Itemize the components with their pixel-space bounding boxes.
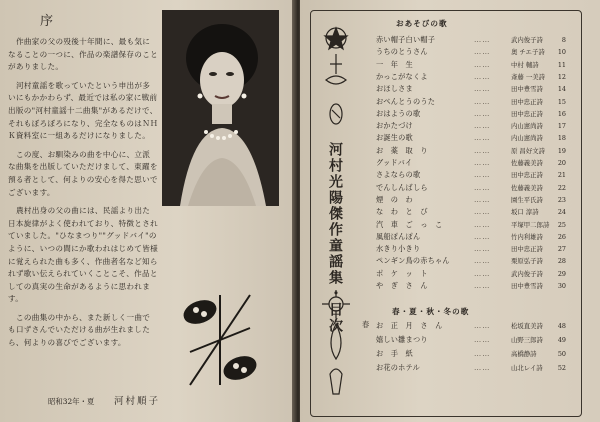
toc-leader-dots: …… bbox=[474, 59, 491, 69]
toc-song-title: おはようの歌 bbox=[376, 108, 421, 118]
toc-song-title: 赤い帽子白い帽子 bbox=[376, 35, 436, 44]
toc-leader-dots: …… bbox=[474, 219, 491, 229]
toc-leader-dots: …… bbox=[474, 84, 491, 94]
season-marker: 春 bbox=[362, 320, 370, 329]
right-page bbox=[300, 0, 600, 422]
toc-page-number: 14 bbox=[557, 85, 566, 94]
toc-lyricist: 田中忠正詩 bbox=[511, 97, 543, 106]
preface-paragraph: 河村童謡を歌っていたという申出が多いにもかかわらず、最近では私の家に戦前出版の"河村童謡十二曲集"があるだけで、それもぼろぼろになり、完全なものはＮＨＫ資料室に一組あるだけになりました。 bbox=[8, 80, 158, 141]
toc-page-number: 48 bbox=[557, 322, 566, 330]
toc-entry bbox=[376, 83, 576, 95]
toc-song-title: でんしんばしら bbox=[376, 182, 428, 192]
toc-entry bbox=[376, 334, 576, 346]
toc-song-title: お誕生の歌 bbox=[376, 133, 413, 143]
toc-leader-dots: …… bbox=[474, 170, 491, 180]
toc-entry bbox=[376, 243, 576, 255]
toc-leader-dots: …… bbox=[474, 335, 491, 344]
toc-page-number: 17 bbox=[557, 122, 566, 131]
toc-leader-dots: …… bbox=[474, 182, 491, 192]
toc-leader-dots: …… bbox=[474, 145, 491, 155]
toc-lyricist: 奥 チエ子詩 bbox=[511, 48, 545, 57]
toc-entry bbox=[376, 169, 576, 181]
toc-leader-dots: …… bbox=[474, 71, 491, 81]
section-heading: 春・夏・秋・冬の歌 bbox=[392, 307, 470, 316]
toc-page-number: 52 bbox=[557, 364, 566, 372]
toc-entry bbox=[376, 59, 576, 71]
toc-page-number: 19 bbox=[557, 146, 566, 155]
toc-entry bbox=[376, 219, 576, 231]
toc-lyricist: 武内俊子詩 bbox=[511, 269, 543, 278]
toc-song-title: お 手 紙 bbox=[376, 349, 413, 358]
toc-song-title: かっこがなくよ bbox=[376, 71, 428, 81]
toc-lyricist: 田中豊雪詩 bbox=[511, 282, 543, 290]
toc-leader-dots: …… bbox=[474, 244, 491, 254]
toc-song-title: おかたづけ bbox=[376, 121, 413, 131]
toc-lyricist: 原 昌好文詩 bbox=[511, 146, 545, 155]
toc-entry bbox=[376, 280, 576, 292]
toc-page-number: 27 bbox=[557, 245, 566, 254]
toc-lyricist: 内山憲尚詩 bbox=[511, 122, 543, 131]
left-page bbox=[0, 0, 296, 422]
preface-paragraph: 農村出身の父の曲には、民謡より出た日本旋律がよく使われており、特徴とされていました。"ひなまつり""グッドバイ"のように、いつの間にか歌われはじめて皆様に覚えられた曲も多く、作曲者名など知られず歌い伝えられていくことこそ、作品としての真実の生命があるように思われます。 bbox=[8, 206, 158, 304]
toc-lyricist: 佐藤義美詩 bbox=[511, 183, 543, 192]
portrait-illustration bbox=[162, 10, 279, 206]
toc-song-title: な わ と び bbox=[376, 207, 428, 217]
signoff-date: 昭和32年・夏 bbox=[48, 397, 95, 406]
toc-vertical-title: 河村光陽傑作童謡集・目次 bbox=[327, 142, 343, 334]
toc-entry bbox=[376, 132, 576, 144]
toc-lyricist: 坂口 淳詩 bbox=[511, 208, 539, 217]
toc-song-title: 汽 車 ご っ こ bbox=[376, 219, 443, 229]
toc-lyricist: 内山憲尚詩 bbox=[511, 134, 543, 143]
toc-song-title: さよならの歌 bbox=[376, 170, 421, 180]
toc-entry bbox=[376, 182, 576, 194]
toc-page-number: 24 bbox=[557, 208, 566, 217]
toc-lyricist: 田中忠正詩 bbox=[511, 245, 543, 254]
toc-entry bbox=[376, 157, 576, 169]
preface-paragraph: この度、お馴染みの曲を中心に、立派な曲集を出版していただけまして、東躍を預る者として、何よりの安心を得た思いでございます。 bbox=[8, 149, 158, 197]
toc-page-number: 15 bbox=[557, 97, 566, 106]
toc-page-number: 28 bbox=[557, 257, 566, 266]
toc-leader-dots: …… bbox=[474, 207, 491, 217]
toc-entry bbox=[376, 231, 576, 243]
toc-leader-dots: …… bbox=[474, 121, 491, 131]
toc-song-title: グッドバイ bbox=[376, 158, 413, 167]
portrait-photo bbox=[162, 10, 279, 206]
toc-leader-dots: …… bbox=[474, 256, 491, 266]
toc-page-number: 21 bbox=[557, 171, 566, 180]
toc-entry bbox=[376, 348, 576, 360]
toc-song-title: 風船ぽんぽん bbox=[376, 231, 421, 241]
toc-leader-dots: …… bbox=[474, 363, 491, 372]
toc-lyricist: 竹内利雄詩 bbox=[511, 232, 543, 241]
toc-page-number: 10 bbox=[557, 48, 566, 57]
toc-song-title: ポ ケ ッ ト bbox=[376, 268, 428, 278]
toc-page-number: 22 bbox=[557, 183, 566, 192]
toc-lyricist: 山北レイ詩 bbox=[511, 364, 543, 372]
toc-leader-dots: …… bbox=[474, 133, 491, 143]
toc-lyricist: 栗原弘子詩 bbox=[511, 257, 543, 266]
toc-song-title: ペンギン鳥の赤ちゃん bbox=[376, 256, 450, 266]
section-heading: おあそびの歌 bbox=[396, 19, 448, 28]
signoff-author: 河村順子 bbox=[114, 396, 161, 407]
toc-page-number: 49 bbox=[557, 336, 566, 344]
toc-entry bbox=[376, 268, 576, 280]
toc-lyricist: 佐藤義美詩 bbox=[511, 159, 543, 167]
toc-entry bbox=[376, 34, 576, 46]
toc-leader-dots: …… bbox=[474, 158, 491, 167]
toc-leader-dots: …… bbox=[474, 349, 491, 358]
toc-page-number: 11 bbox=[557, 60, 566, 69]
toc-lyricist: 武内俊子詩 bbox=[511, 36, 543, 44]
toc-leader-dots: …… bbox=[474, 194, 491, 204]
toc-page-number: 25 bbox=[557, 220, 566, 229]
toc-page-number: 30 bbox=[557, 282, 566, 290]
toc-entry bbox=[376, 71, 576, 83]
toc-page-number: 29 bbox=[557, 269, 566, 278]
toc-lyricist: 斎藤 一美詩 bbox=[511, 72, 545, 81]
toc-entry bbox=[376, 96, 576, 108]
toc-entry bbox=[376, 145, 576, 157]
toc-leader-dots: …… bbox=[474, 35, 491, 44]
toc-lyricist: 山野三郎詩 bbox=[511, 336, 543, 344]
toc-page-number: 18 bbox=[557, 134, 566, 143]
preface-text bbox=[8, 36, 158, 356]
toc-song-title: 一 年 生 bbox=[376, 59, 413, 69]
toc-page-number: 8 bbox=[561, 36, 566, 44]
toc-lyricist: 平塚甲二郎詩 bbox=[511, 220, 550, 229]
toc-song-title: 水きり小きり bbox=[376, 244, 421, 254]
toc-lyricist: 園生平氏詩 bbox=[511, 195, 543, 204]
toc-song-title: おべんとうのうた bbox=[376, 96, 436, 106]
toc-leader-dots: …… bbox=[474, 96, 491, 106]
preface-paragraph: この曲集の中から、また新しく一曲でも口ずさんでいただける曲が生れましたら、何よりの喜びでございます。 bbox=[8, 312, 151, 348]
toc-song-title: お 薬 取 り bbox=[376, 145, 428, 155]
preface-title: 序 bbox=[40, 14, 54, 29]
toc-page-number: 50 bbox=[557, 350, 566, 358]
toc-leader-dots: …… bbox=[474, 268, 491, 278]
toc-song-title: お花のホテル bbox=[376, 363, 420, 372]
toc-song-title: 嬉しい雛まつり bbox=[376, 335, 428, 344]
toc-page-number: 23 bbox=[557, 195, 566, 204]
toc-leader-dots: …… bbox=[474, 47, 491, 57]
toc-leader-dots: …… bbox=[474, 321, 491, 330]
toc-leader-dots: …… bbox=[474, 281, 491, 290]
toc-song-title: や ぎ さ ん bbox=[376, 281, 428, 290]
toc-page-number: 12 bbox=[557, 72, 566, 81]
toc-lyricist: 高橋静詩 bbox=[511, 350, 537, 358]
toc-page-number: 16 bbox=[557, 109, 566, 118]
toc-entry bbox=[376, 255, 576, 267]
toc-page-number: 20 bbox=[557, 159, 566, 167]
toc-entry bbox=[376, 120, 576, 132]
toc-entry bbox=[376, 194, 576, 206]
toc-lyricist: 松坂直美詩 bbox=[511, 322, 543, 330]
toc-entry bbox=[376, 108, 576, 120]
toc-entry bbox=[376, 362, 576, 374]
toc-lyricist: 田中忠正詩 bbox=[511, 109, 543, 118]
toc-leader-dots: …… bbox=[474, 108, 491, 118]
toc-entry bbox=[376, 320, 576, 332]
toc-entry bbox=[376, 46, 576, 58]
toc-page-number: 26 bbox=[557, 232, 566, 241]
toc-lyricist: 中村 輔詩 bbox=[511, 60, 539, 69]
toc-song-title: お 正 月 さ ん bbox=[376, 321, 443, 330]
preface-paragraph: 作曲家の父の殁後十年間に、最も気になることの一つに、作品の楽譜保存のことがありました。 bbox=[8, 37, 158, 72]
toc-song-title: おほしさま bbox=[376, 84, 413, 94]
toc-lyricist: 田中忠正詩 bbox=[511, 171, 543, 180]
flower-ornament-icon bbox=[180, 290, 260, 390]
toc-leader-dots: …… bbox=[474, 231, 491, 241]
toc-entry bbox=[376, 206, 576, 218]
toc-song-title: うちのとうさん bbox=[376, 47, 428, 57]
toc-song-title: 煙 の わ bbox=[376, 194, 413, 204]
toc-lyricist: 田中豊雪詩 bbox=[511, 85, 543, 94]
